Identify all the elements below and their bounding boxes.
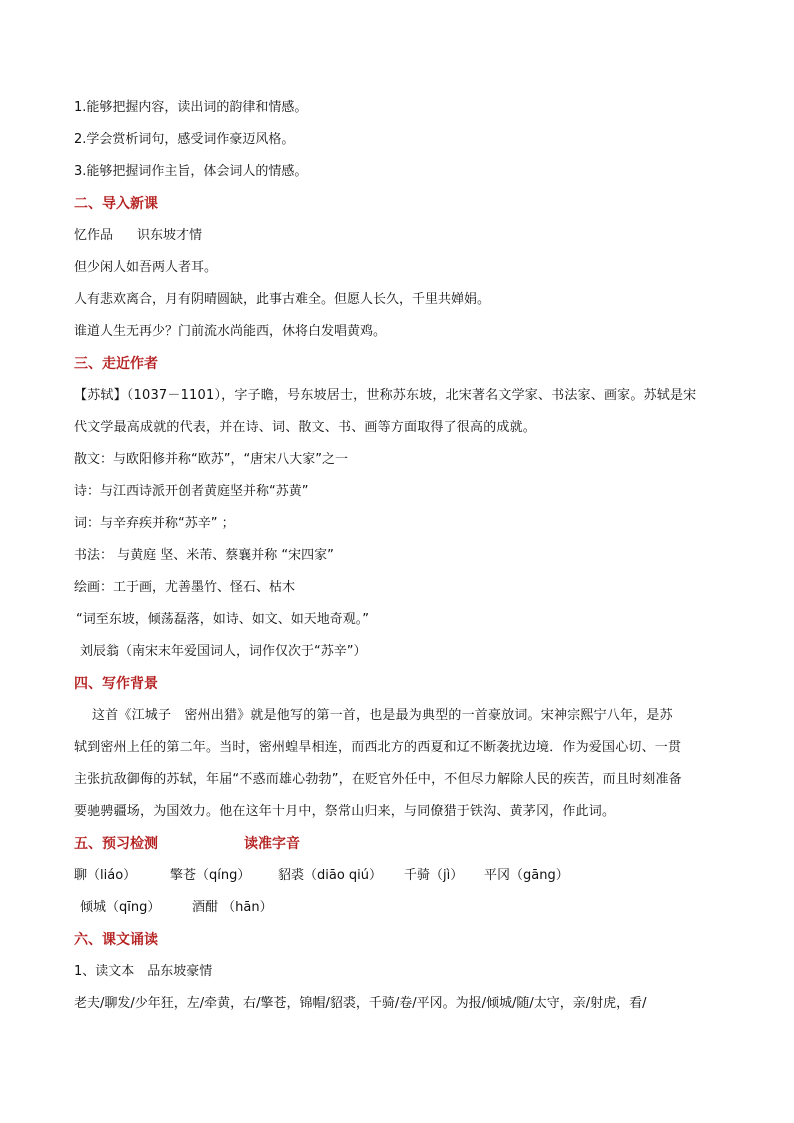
background-line-3: 主张抗敌御侮的苏轼，年届“不惑而雄心勃勃”，在贬官外任中，不但尽力解除人民的疾苦，而且时刻准备 (74, 772, 682, 787)
pinyin-item: 擎苍（qíng） (170, 868, 251, 883)
author-item-painting: 绘画：工于画，尤善墨竹、怪石、枯木 (74, 580, 296, 595)
background-paragraph (74, 706, 734, 822)
author-bio-line-1: 【苏轼】（1037－1101），字子瞻，号东坡居士，世称苏东坡，北宋著名文学家、书法家、画家。苏轼是宋 (74, 388, 697, 403)
pinyin-item: 倾城（qīng） (80, 900, 161, 915)
pinyin-item: 平冈（gāng） (484, 868, 569, 883)
author-item-prose: 散文：与欧阳修并称“欧苏”，“唐宋八大家”之一 (74, 452, 348, 467)
author-quote-source: 刘辰翁（南宋末年爱国词人，词作仅次于“苏辛”） (80, 644, 367, 659)
section-heading-recitation: 六、课文诵读 (74, 932, 158, 948)
author-item-ci: 词：与辛弃疾并称“苏辛” ； (74, 516, 235, 531)
section-heading-background: 四、写作背景 (74, 676, 158, 692)
pinyin-item: 酒酣 （hān） (192, 900, 273, 915)
recitation-text: 老夫/聊发/少年狂，左/牵黄，右/擎苍，锦帽/貂裘，千骑/卷/平冈。为报/倾城/随/太守，亲/射虎，看/ (74, 996, 647, 1011)
section-heading-author: 三、走近作者 (74, 356, 158, 372)
background-line-2: 轼到密州上任的第二年。当时，密州蝗旱相连，而西北方的西夏和辽不断袭扰边境．作为爱国心切、一贯 (74, 740, 682, 755)
pinyin-item: 貂裘（diāo qiú） (278, 868, 383, 883)
background-line-4: 要驰骋疆场，为国效力。他在这年十月中，祭常山归来，与同僚猎于铁沟、黄茅冈，作此词。 (74, 804, 616, 819)
pinyin-item: 聊（liáo） (74, 868, 137, 883)
author-bio (74, 386, 734, 438)
intro-subtitle (74, 226, 734, 246)
intro-subtitle-b: 识东坡才情 (137, 228, 203, 243)
section-heading-preview (74, 834, 734, 854)
objective-3: 3.能够把握词作主旨，体会词人的情感。 (74, 164, 308, 179)
section-heading-intro: 二、导入新课 (74, 196, 158, 212)
intro-quote-1: 但少闲人如吾两人者耳。 (74, 260, 218, 275)
preview-subheading: 读准字音 (244, 836, 300, 852)
document-content (74, 98, 734, 1026)
pinyin-row-1 (74, 866, 734, 886)
intro-quote-2: 人有悲欢离合，月有阴晴圆缺，此事古难全。但愿人长久，千里共婵娟。 (74, 292, 491, 307)
objective-1: 1.能够把握内容，读出词的韵律和情感。 (74, 100, 308, 115)
objective-2: 2.学会赏析词句，感受词作豪迈风格。 (74, 132, 295, 147)
intro-quote-3: 谁道人生无再少？门前流水尚能西，休将白发唱黄鸡。 (74, 324, 387, 339)
author-bio-line-2: 代文学最高成就的代表，并在诗、词、散文、书、画等方面取得了很高的成就。 (74, 420, 537, 435)
author-quote: “词至东坡，倾荡磊落，如诗、如文、如天地奇观。” (76, 612, 369, 627)
pinyin-row-2 (74, 898, 734, 918)
recitation-subtitle: 1、读文本 品东坡豪情 (74, 964, 213, 979)
intro-subtitle-a: 忆作品 (74, 228, 114, 243)
author-item-poetry: 诗：与江西诗派开创者黄庭坚并称“苏黄” (74, 484, 309, 499)
preview-heading-text: 五、预习检测 (74, 836, 158, 852)
background-line-1: 这首《江城子 密州出猎》就是他写的第一首，也是最为典型的一首豪放词。宋神宗熙宁八年，是苏 (92, 708, 673, 723)
author-item-calligraphy: 书法： 与黄庭 坚、米芾、蔡襄并称 “宋四家” (74, 548, 334, 563)
pinyin-item: 千骑（jì） (404, 868, 464, 883)
